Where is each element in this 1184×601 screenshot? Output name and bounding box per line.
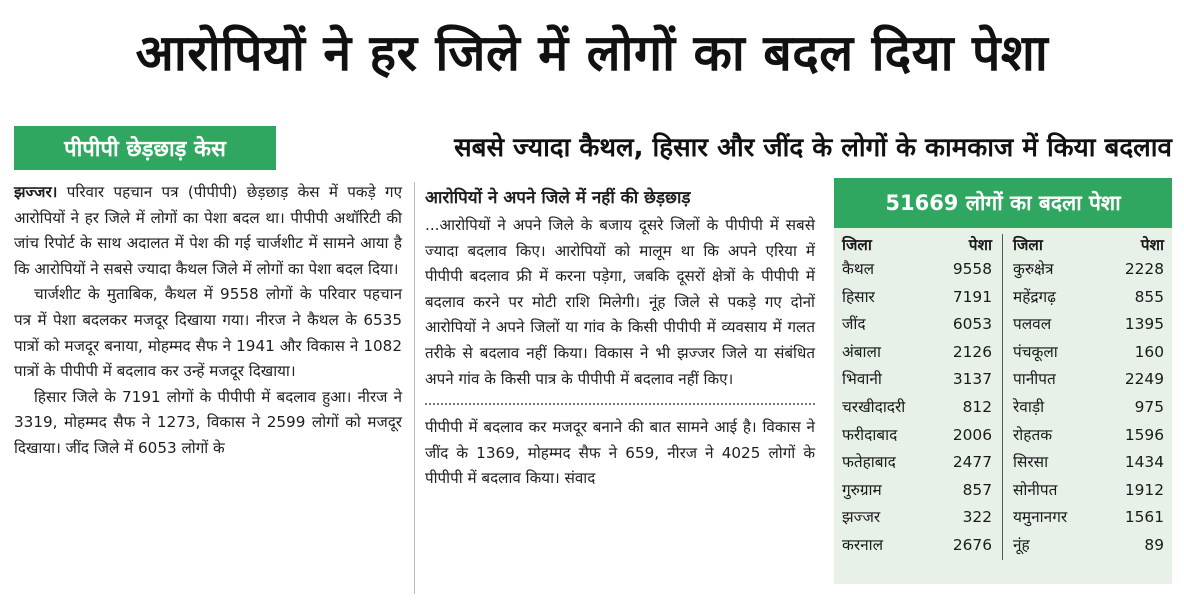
district-name: कुरुक्षेत्र <box>1013 260 1054 278</box>
district-name: झज्जर <box>842 508 881 527</box>
table-row <box>1013 532 1164 560</box>
header-occupation: पेशा <box>1140 236 1164 254</box>
occupation-change-count: 2477 <box>952 453 992 472</box>
dotted-divider <box>425 403 815 405</box>
table-row <box>1013 339 1164 367</box>
occupation-change-count: 9558 <box>952 260 992 278</box>
occupation-change-count: 855 <box>1134 287 1164 306</box>
district-name: चरखीदादरी <box>842 397 906 416</box>
occupation-change-count: 1912 <box>1124 480 1164 499</box>
district-name: रेवाड़ी <box>1013 397 1045 416</box>
district-name: अंबाला <box>842 342 881 361</box>
para-1-text: परिवार पहचान पत्र (पीपीपी) छेड़छाड़ केस में पकड़े गए आरोपियों ने हर जिले में लोगों का पेशा बदल था। पीपीपी अथॉरिटी की जांच रिपोर्ट के साथ अदालत में पेश की गई चार्जशीट में सामने आया है कि आरोपियों ने सबसे ज्यादा कैथल जिले में लोगों का पेशा बदल दिया। <box>14 183 403 278</box>
table-row <box>1013 449 1164 477</box>
header-occupation: पेशा <box>968 236 992 254</box>
district-name: पंचकूला <box>1013 342 1058 361</box>
header-district: जिला <box>842 236 872 254</box>
occupation-change-count: 7191 <box>952 287 992 306</box>
district-name: भिवानी <box>842 370 882 389</box>
table-row <box>1013 394 1164 422</box>
table-row <box>842 477 992 505</box>
table-row <box>842 422 992 450</box>
district-name: जींद <box>842 315 866 334</box>
district-name: फतेहाबाद <box>842 453 896 472</box>
district-name: पलवल <box>1013 315 1052 334</box>
table-row <box>842 504 992 532</box>
table-row <box>1013 284 1164 312</box>
table-title: 51669 लोगों का बदला पेशा <box>834 178 1172 228</box>
table-row <box>842 449 992 477</box>
occupation-change-count: 1561 <box>1124 508 1164 527</box>
subheadline: सबसे ज्यादा कैथल, हिसार और जींद के लोगों के कामकाज में किया बदलाव <box>454 133 1172 163</box>
table-row <box>842 284 992 312</box>
district-name: नूंह <box>1013 535 1030 554</box>
occupation-change-count: 1596 <box>1124 425 1164 444</box>
occupation-change-count: 2006 <box>952 425 992 444</box>
column-divider <box>414 182 415 594</box>
column-2-para-2: पीपीपी में बदलाव कर मजदूर बनाने की बात सामने आई है। विकास ने जींद के 1369, मोहम्मद सैफ ने 659, नीरज ने 4025 लोगों के पीपीपी में बदलाव किया। संवाद <box>425 418 815 488</box>
table-row <box>842 311 992 339</box>
table-row <box>1013 311 1164 339</box>
dateline: झज्जर। <box>14 183 58 201</box>
table-row <box>1013 256 1164 284</box>
column-2-para-1: ...आरोपियों ने अपने जिले के बजाय दूसरे जिलों के पीपीपी में सबसे ज्यादा बदलाव किए। आरोपियों को मालूम था कि अपने एरिया में पीपीपी बदलाव फ्री में करना पड़ेगा, जबकि दूसरों क्षेत्रों के पीपीपी में बदलाव करने पर मोटी राशि मिलेगी। नूंह जिले से पकड़े गए दोनों आरोपियों ने अपने जिलों या गांव के किसी पीपीपी में व्यवसाय में गलत तरीके से बदलाव नहीं किया। विकास ने भी झज्जर जिले या संबंधित अपने गांव के किसी पात्र के पीपीपी में बदलाव नहीं किए। <box>425 216 815 388</box>
district-name: सोनीपत <box>1013 480 1058 499</box>
district-name: पानीपत <box>1013 370 1056 389</box>
occupation-change-count: 2228 <box>1124 260 1164 278</box>
occupation-change-count: 160 <box>1134 342 1164 361</box>
district-name: कैथल <box>842 260 875 278</box>
table-row <box>842 256 992 284</box>
table-row <box>1013 504 1164 532</box>
occupation-change-count: 1395 <box>1124 315 1164 334</box>
district-name: फरीदाबाद <box>842 425 898 444</box>
table-header-row <box>1013 234 1164 256</box>
district-name: करनाल <box>842 535 884 554</box>
occupation-change-count: 857 <box>962 480 992 499</box>
district-name: सिरसा <box>1013 453 1049 472</box>
table-left-column <box>842 234 1003 560</box>
table-row <box>1013 422 1164 450</box>
occupation-change-count: 812 <box>962 397 992 416</box>
article-column-1 <box>14 180 402 462</box>
occupation-change-count: 2126 <box>952 342 992 361</box>
district-name: महेंद्रगढ़ <box>1013 287 1056 306</box>
district-name: रोहतक <box>1013 425 1053 444</box>
article-para-3: हिसार जिले के 7191 लोगों के पीपीपी में बदलाव हुआ। नीरज ने 3319, मोहम्मद सैफ ने 1273, विकास ने 2599 लोगों को मजदूर दिखाया। जींद जिले में 6053 लोगों के <box>14 387 402 457</box>
table-row <box>842 532 992 560</box>
occupation-change-count: 2676 <box>952 535 992 554</box>
occupation-change-count: 322 <box>962 508 992 527</box>
district-name: हिसार <box>842 287 875 306</box>
table-row <box>842 394 992 422</box>
table-header-row <box>842 234 992 256</box>
header-district: जिला <box>1013 236 1043 254</box>
column-2-heading: आरोपियों ने अपने जिले में नहीं की छेड़छाड़ <box>425 188 691 208</box>
occupation-change-count: 975 <box>1134 397 1164 416</box>
section-tag: पीपीपी छेड़छाड़ केस <box>14 126 276 170</box>
occupation-change-count: 2249 <box>1124 370 1164 389</box>
district-name: यमुनानगर <box>1013 508 1068 527</box>
district-table <box>834 178 1172 584</box>
occupation-change-count: 1434 <box>1124 453 1164 472</box>
article-para-1 <box>14 180 402 282</box>
article-column-2 <box>425 185 815 492</box>
district-name: गुरुग्राम <box>842 480 882 499</box>
table-row <box>1013 477 1164 505</box>
table-row <box>842 366 992 394</box>
occupation-change-count: 6053 <box>952 315 992 334</box>
article-para-2: चार्जशीट के मुताबिक, कैथल में 9558 लोगों के परिवार पहचान पत्र में पेशा बदलकर मजदूर दिखाया गया। नीरज ने कैथल के 6535 पात्रों को मजदूर बनाया, मोहम्मद सैफ ने 1941 और विकास ने 1082 पात्रों के पीपीपी में बदलाव कर उन्हें मजदूर दिखाया। <box>14 285 402 381</box>
table-row <box>1013 366 1164 394</box>
headline: आरोपियों ने हर जिले में लोगों का बदल दिया पेशा <box>135 24 1049 82</box>
table-right-column <box>1003 234 1164 560</box>
table-row <box>842 339 992 367</box>
occupation-change-count: 89 <box>1144 535 1164 554</box>
occupation-change-count: 3137 <box>952 370 992 389</box>
